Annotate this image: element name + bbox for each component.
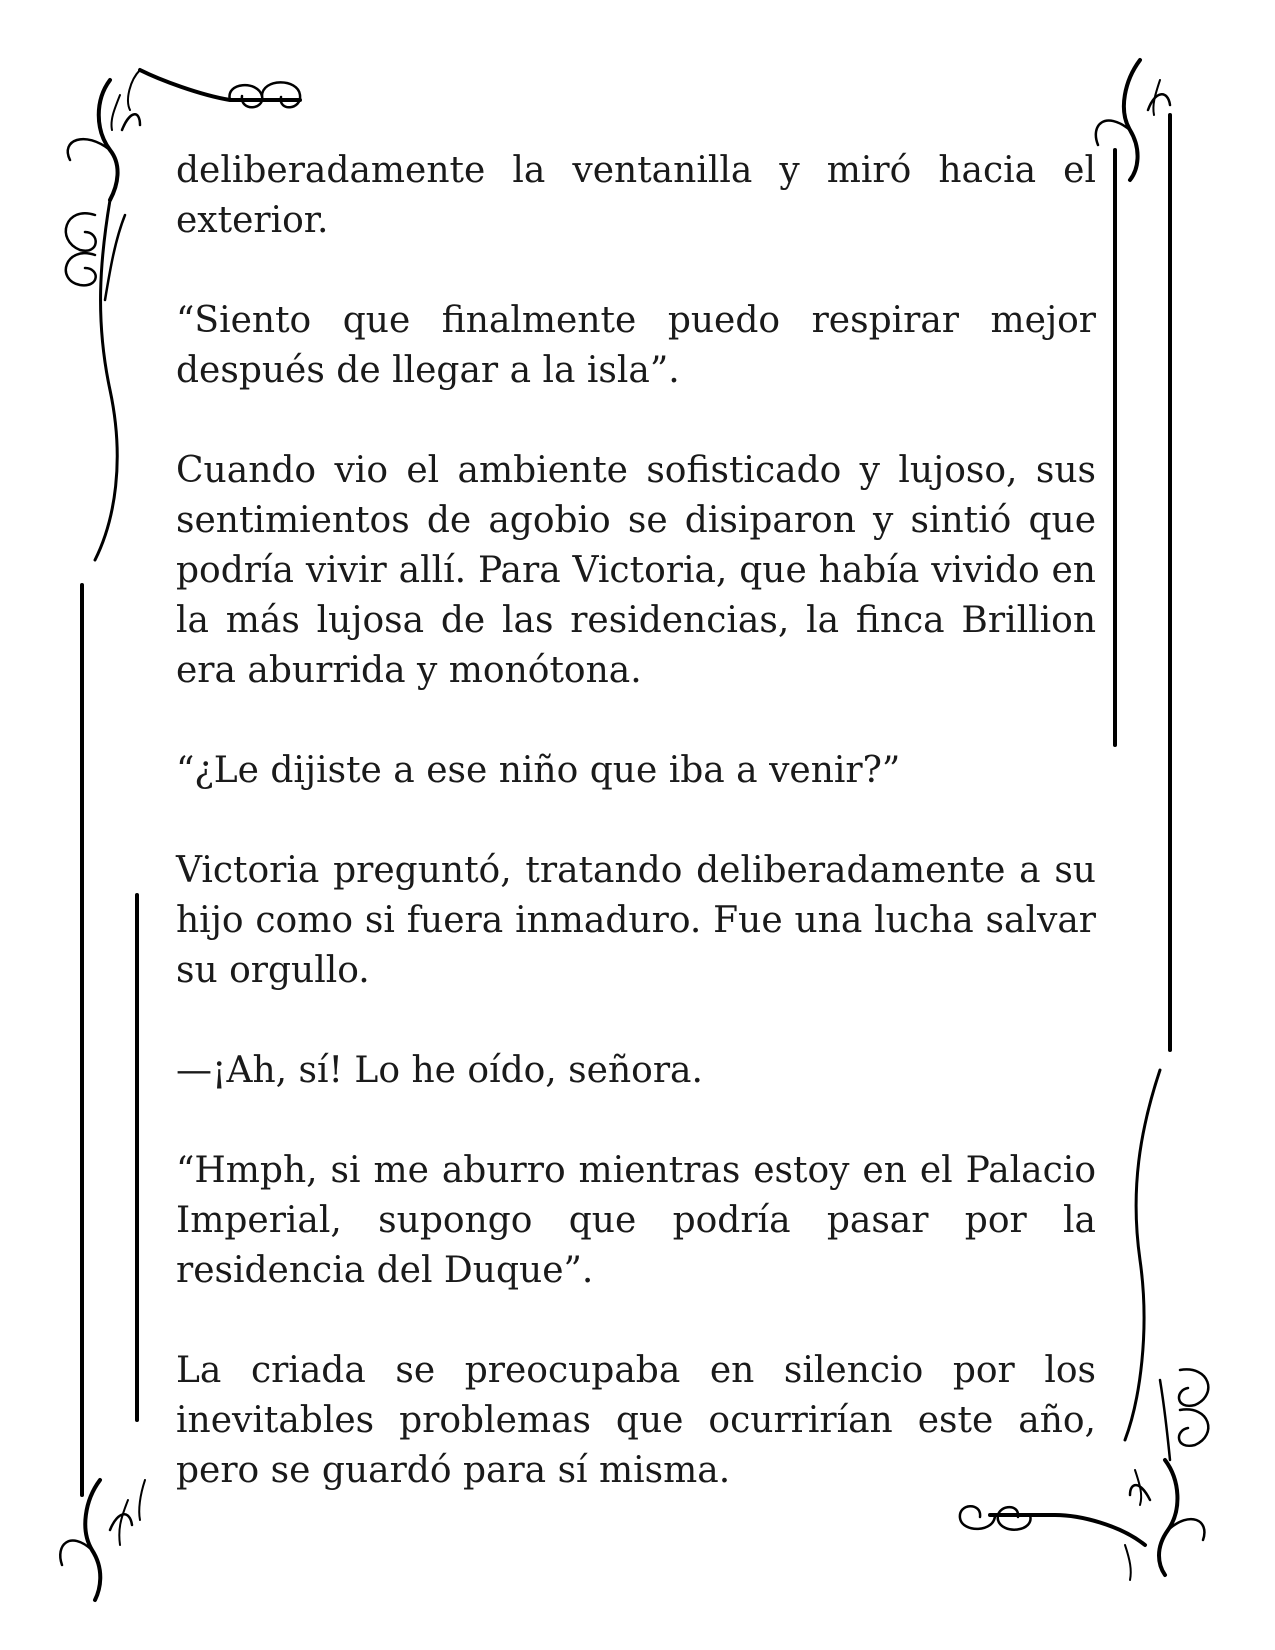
top-left-flourish bbox=[140, 70, 300, 100]
paragraph: deliberadamente la ventanilla y miró hacia el exterior. bbox=[176, 150, 1096, 241]
bottom-left-flourish bbox=[85, 1480, 100, 1600]
left-curl-flourish bbox=[66, 213, 96, 250]
paragraph: “Siento que finalmente puedo respirar mejor después de llegar a la isla”. bbox=[176, 300, 1096, 391]
paragraph: “¿Le dijiste a ese niño que iba a venir?” bbox=[176, 750, 901, 791]
paragraph: —¡Ah, sí! Lo he oído, señora. bbox=[176, 1050, 703, 1091]
paragraph: Victoria preguntó, tratando deliberadamente a su hijo como si fuera inmaduro. Fue una lucha salvar su orgullo. bbox=[176, 850, 1096, 991]
paragraph: La criada se preocupaba en silencio por los inevitables problemas que ocurrirían este año, pero se guardó para sí misma. bbox=[176, 1350, 1096, 1491]
right-curve-line bbox=[1125, 1070, 1160, 1440]
paragraph: Cuando vio el ambiente sofisticado y lujoso, sus sentimientos de agobio se disiparon y sintió que podría vivir allí. Para Victoria, que había vivido en la más lujosa de las residencias, la finca Brillion era aburrida y monótona. bbox=[176, 450, 1096, 691]
page-body-text bbox=[176, 146, 1096, 1496]
right-curl-flourish bbox=[1179, 1369, 1208, 1405]
paragraph: “Hmph, si me aburro mientras estoy en el Palacio Imperial, supongo que podría pasar por la residencia del Duque”. bbox=[176, 1150, 1096, 1291]
top-right-flourish bbox=[1124, 60, 1140, 180]
